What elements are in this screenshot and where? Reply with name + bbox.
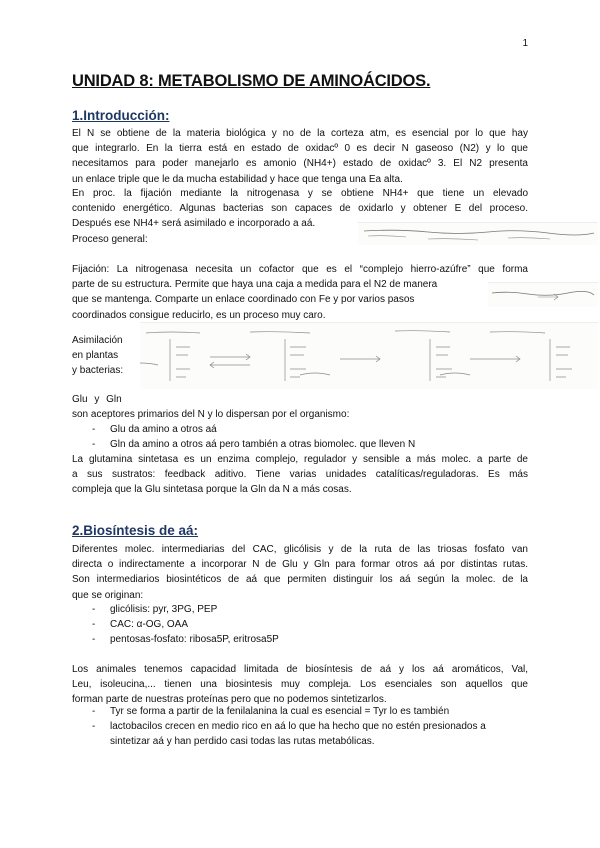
aceptores-list bbox=[92, 422, 528, 453]
intermediarios-list bbox=[92, 602, 528, 648]
text-line: necesitamos para poder manejarlo es amonio (NH4+) estado de oxidacº 3. El N2 presenta bbox=[72, 158, 528, 170]
text-line: Leu, isoleucina,... tienen una biosintesis muy compleja. Los esenciales son aquellos que bbox=[72, 679, 528, 691]
list-item: - lactobacilos crecen en medio rico en aá lo que ha hecho que no estén presionados a bbox=[92, 721, 486, 733]
list-item: - glicólisis: pyr, 3PG, PEP bbox=[92, 604, 218, 615]
biosintesis-paragraph-2 bbox=[72, 662, 528, 708]
text-line: un enlace triple que le da mucha estabilidad y hace que tenga una Ea alta. bbox=[72, 173, 403, 185]
list-item-continuation: sintetizar aá y han perdido casi todas las rutas metabólicas. bbox=[110, 736, 375, 748]
list-item: - pentosas-fosfato: ribosa5P, eritrosa5P bbox=[92, 634, 279, 646]
text-line: directa o indirectamente a incorporar N de Glu y Gln para formar otros aá por distintas rutas. bbox=[72, 559, 528, 571]
text-line: compleja que la Glu sintetasa porque la Gln da N a más cosas. bbox=[72, 484, 352, 496]
intro-paragraph-1 bbox=[72, 126, 528, 187]
glu-gln-text: Glu y Gln son aceptores primarios del N y lo dispersan por el organismo: bbox=[72, 394, 350, 421]
asimilacion-label: Asimilación en plantas y bacterias: bbox=[72, 335, 124, 377]
text-line: que integrarlo. En la tierra está en estado de oxidacº 0 es decir N gaseoso (N2) y lo que bbox=[72, 143, 528, 155]
text-line: Diferentes molec. intermediarias del CAC, glicólisis y de la ruta de las triosas fosfato van bbox=[72, 544, 528, 555]
handwritten-asimilacion-diagram bbox=[140, 322, 598, 389]
handwritten-fijacion-image bbox=[488, 282, 598, 307]
text-line: El N se obtiene de la materia biológica y no de la corteza atm, es esencial por lo que hay bbox=[72, 128, 528, 139]
proceso-general-label: Proceso general: bbox=[72, 234, 148, 245]
handwritten-proceso-general-image bbox=[358, 222, 598, 245]
page-number: 1 bbox=[522, 38, 528, 49]
section-heading-biosintesis: 2.Biosíntesis de aá: bbox=[72, 523, 199, 538]
text-line: forman parte de nuestras proteínas pero que no podemos sintetizarlos. bbox=[72, 694, 387, 706]
document-title: UNIDAD 8: METABOLISMO DE AMINOÁCIDOS. bbox=[72, 72, 431, 90]
fijacion-paragraph bbox=[72, 262, 528, 323]
text-line: Son intermediarios biosintéticos de aá que permiten distinguir los aá según la molec. de la bbox=[72, 574, 528, 586]
list-item: - Glu da amino a otros aá bbox=[92, 424, 217, 435]
list-item: - Tyr se forma a partir de la fenilalanina la cual es esencial = Tyr lo es también bbox=[92, 706, 450, 717]
text-line: Después ese NH4+ será asimilado e incorporado a aá. bbox=[72, 218, 316, 230]
biosintesis-paragraph-1 bbox=[72, 542, 528, 603]
esenciales-list bbox=[92, 704, 528, 750]
text-line: coordinados consigue reducirlo, es un proceso muy caro. bbox=[72, 309, 326, 321]
text-line: Los animales tenemos capacidad limitada de biosíntesis de aá y los aá aromáticos, Val, bbox=[72, 664, 528, 675]
text-line: parte de su estructura. Permite que haya una caja a medida para el N2 de manera bbox=[72, 279, 438, 291]
text-line: La glutamina sintetasa es un enzima complejo, regulador y sensible a más molec. a parte de bbox=[72, 454, 528, 465]
text-line: contenido energético. Algunas bacterias son capaces de oxidarlo y obtener E del proceso. bbox=[72, 203, 528, 215]
glutamina-paragraph bbox=[72, 452, 528, 498]
text-line: a sus sustratos: feedback aditivo. Tiene varias unidades catalíticas/reguladoras. Es más bbox=[72, 469, 528, 481]
list-item: - CAC: α-OG, OAA bbox=[92, 619, 189, 631]
text-line: En proc. la fijación mediante la nitrogenasa y se obtiene NH4+ que tiene un elevado bbox=[72, 188, 528, 199]
section-heading-introduccion: 1.Introducción: bbox=[72, 108, 170, 123]
text-line: Fijación: La nitrogenasa necesita un cofactor que es el “complejo hierro-azúfre” que forma bbox=[72, 264, 528, 275]
text-line: que se mantenga. Comparte un enlace coordinado con Fe y por varios pasos bbox=[72, 294, 415, 306]
list-item: - Gln da amino a otros aá pero también a otras biomolec. que lleven N bbox=[92, 439, 416, 451]
text-line: que se originan: bbox=[72, 589, 144, 601]
